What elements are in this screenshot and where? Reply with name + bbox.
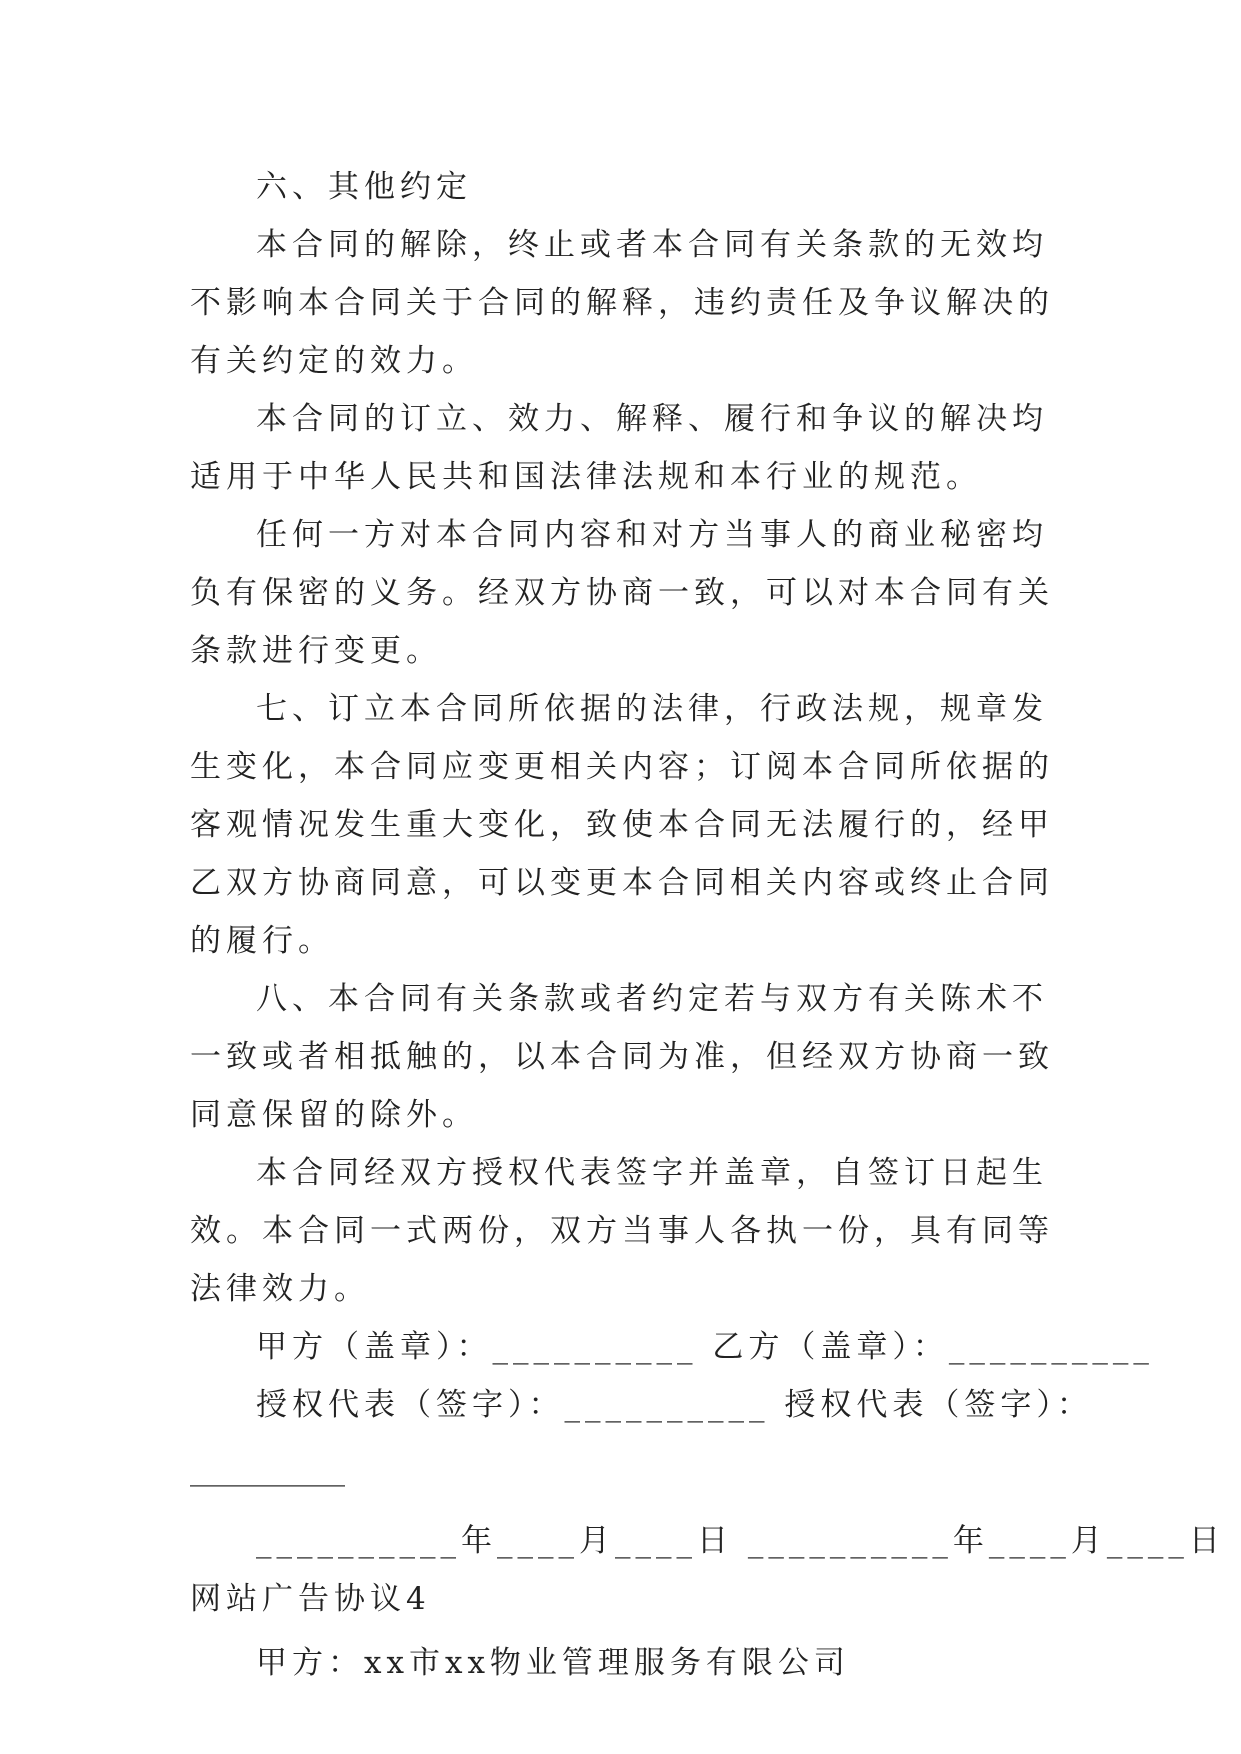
paragraph-section-eight: 八、本合同有关条款或者约定若与双方有关陈术不一致或者相抵触的，以本合同为准，但经双方协商一致同意保留的除外。 (190, 981, 1054, 1133)
paragraph-confidentiality: 任何一方对本合同内容和对方当事人的商业秘密均负有保密的义务。经双方协商一致，可以对本合同有关条款进行变更。 (190, 517, 1054, 669)
signature-rep-blank: __________ (190, 1451, 345, 1487)
paragraph-termination-clause: 本合同的解除，终止或者本合同有关条款的无效均不影响本合同关于合同的解释，违约责任及争议解决的有关约定的效力。 (190, 227, 1054, 379)
next-agreement-title: 网站广告协议4 (190, 1581, 431, 1617)
paragraph-effective-date: 本合同经双方授权代表签字并盖章，自签订日起生效。本合同一式两份，双方当事人各执一份，具有同等法律效力。 (190, 1155, 1054, 1307)
paragraph-governing-law: 本合同的订立、效力、解释、履行和争议的解决均适用于中华人民共和国法律法规和本行业的规范。 (190, 401, 1048, 495)
paragraph-section-seven: 七、订立本合同所依据的法律，行政法规，规章发生变化，本合同应变更相关内容；订阅本合同所依据的客观情况发生重大变化，致使本合同无法履行的，经甲乙双方协商同意，可以变更本合同相关内容或终止合同的履行。 (190, 691, 1054, 959)
signature-date-line: __________年____月____日 __________年____月____日 (256, 1523, 1225, 1559)
party-a-name: 甲方：xx市xx物业管理服务有限公司 (256, 1645, 850, 1681)
signature-party-line: 甲方（盖章）：__________ 乙方（盖章）：__________ (256, 1329, 1154, 1365)
document-body (190, 158, 1225, 1692)
signature-rep-line: 授权代表（签字）：__________ 授权代表（签字）： (256, 1387, 1093, 1423)
section-heading-other-terms: 六、其他约定 (256, 169, 472, 205)
